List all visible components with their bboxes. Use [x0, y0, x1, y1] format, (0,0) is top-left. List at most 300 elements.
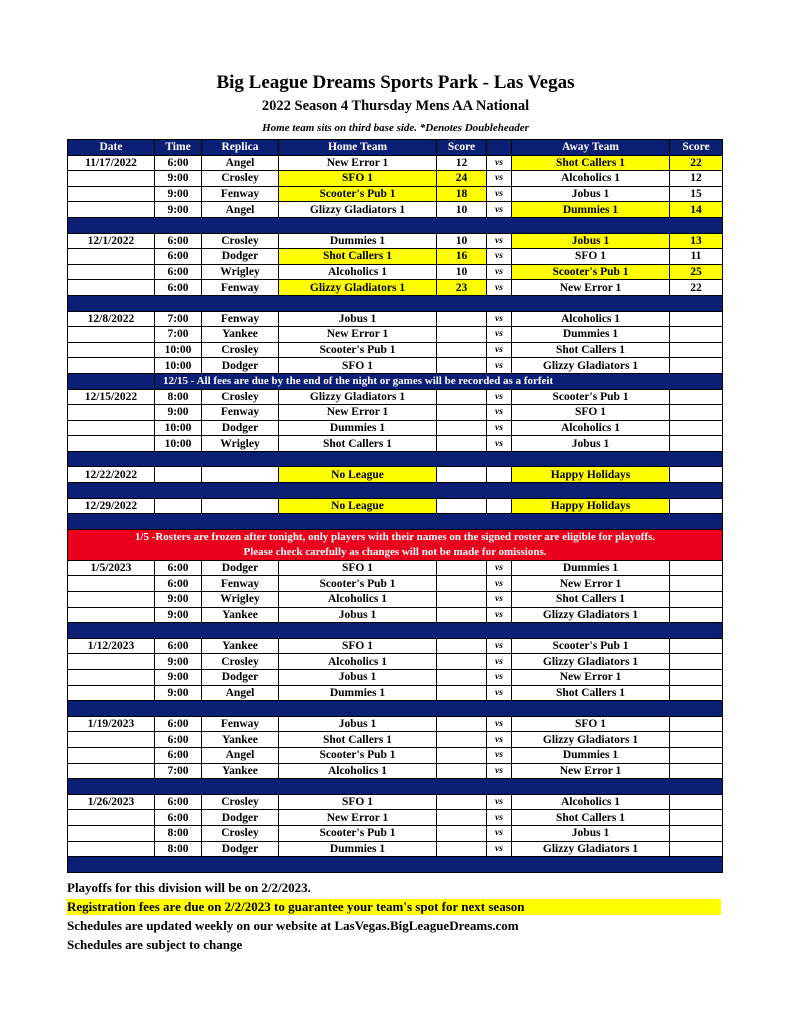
vs-label: vs — [487, 186, 512, 202]
home-team: SFO 1 — [279, 794, 437, 810]
away-team: SFO 1 — [512, 716, 670, 732]
away-score — [670, 654, 723, 670]
home-score — [437, 841, 487, 857]
home-team: Alcoholics 1 — [279, 654, 437, 670]
game-row — [68, 670, 723, 686]
game-time: 6:00 — [155, 810, 202, 826]
vs-label: vs — [487, 249, 512, 265]
away-score — [670, 342, 723, 358]
game-time: 7:00 — [155, 763, 202, 779]
game-row — [68, 576, 723, 592]
game-field: Yankee — [202, 763, 279, 779]
game-date — [68, 685, 155, 701]
game-row — [68, 810, 723, 826]
vs-label: vs — [487, 202, 512, 218]
vs-label: vs — [487, 670, 512, 686]
home-team: Alcoholics 1 — [279, 763, 437, 779]
home-score — [437, 794, 487, 810]
away-team: Alcoholics 1 — [512, 420, 670, 436]
away-team: Jobus 1 — [512, 186, 670, 202]
game-time: 6:00 — [155, 576, 202, 592]
vs-label: vs — [487, 607, 512, 623]
home-score — [437, 498, 487, 514]
game-date — [68, 825, 155, 841]
game-time: 6:00 — [155, 264, 202, 280]
home-team: New Error 1 — [279, 810, 437, 826]
away-score — [670, 607, 723, 623]
home-team: Shot Callers 1 — [279, 249, 437, 265]
vs-label: vs — [487, 436, 512, 452]
away-score — [670, 825, 723, 841]
game-time: 7:00 — [155, 327, 202, 343]
vs-label: vs — [487, 342, 512, 358]
away-team: Happy Holidays — [512, 467, 670, 483]
home-score — [437, 576, 487, 592]
game-date: 12/22/2022 — [68, 467, 155, 483]
home-team: No League — [279, 467, 437, 483]
away-team: New Error 1 — [512, 670, 670, 686]
week-separator-row — [68, 857, 723, 873]
home-team: Scooter's Pub 1 — [279, 576, 437, 592]
home-team-note: Home team sits on third base side. *Denotes Doubleheader — [262, 122, 529, 134]
home-team: Jobus 1 — [279, 716, 437, 732]
game-field: Dodger — [202, 420, 279, 436]
home-score: 16 — [437, 249, 487, 265]
away-score — [670, 810, 723, 826]
game-row — [68, 186, 723, 202]
home-score — [437, 670, 487, 686]
game-field: Angel — [202, 685, 279, 701]
game-time: 9:00 — [155, 592, 202, 608]
home-team: SFO 1 — [279, 560, 437, 576]
game-date — [68, 280, 155, 296]
game-row — [68, 763, 723, 779]
away-team: Dummies 1 — [512, 202, 670, 218]
home-team: No League — [279, 498, 437, 514]
home-team: Scooter's Pub 1 — [279, 342, 437, 358]
away-team: Glizzy Gladiators 1 — [512, 654, 670, 670]
week-separator-row — [68, 779, 723, 795]
game-row — [68, 327, 723, 343]
game-field: Crosley — [202, 825, 279, 841]
game-field: Dodger — [202, 670, 279, 686]
game-row — [68, 420, 723, 436]
fees-banner-row — [68, 373, 723, 389]
away-score: 25 — [670, 264, 723, 280]
home-team: Alcoholics 1 — [279, 592, 437, 608]
game-date: 11/17/2022 — [68, 155, 155, 171]
game-row — [68, 732, 723, 748]
game-field: Fenway — [202, 716, 279, 732]
game-date: 1/26/2023 — [68, 794, 155, 810]
away-score — [670, 763, 723, 779]
home-team: Jobus 1 — [279, 670, 437, 686]
away-score — [670, 420, 723, 436]
away-score — [670, 685, 723, 701]
roster-alert-row — [68, 529, 723, 560]
game-date — [68, 670, 155, 686]
away-score — [670, 405, 723, 421]
away-team: Glizzy Gladiators 1 — [512, 358, 670, 374]
away-team: Alcoholics 1 — [512, 794, 670, 810]
away-score: 12 — [670, 171, 723, 187]
game-time: 6:00 — [155, 249, 202, 265]
registration-note: Registration fees are due on 2/2/2023 to guarantee your team's spot for next season — [67, 899, 721, 915]
separator-cell — [68, 857, 723, 873]
home-score: 18 — [437, 186, 487, 202]
home-score — [437, 389, 487, 405]
game-field: Wrigley — [202, 592, 279, 608]
vs-label: vs — [487, 732, 512, 748]
game-row — [68, 171, 723, 187]
home-team: SFO 1 — [279, 171, 437, 187]
game-row — [68, 233, 723, 249]
away-team: Jobus 1 — [512, 825, 670, 841]
away-score — [670, 389, 723, 405]
home-score — [437, 467, 487, 483]
home-team: Glizzy Gladiators 1 — [279, 389, 437, 405]
game-date — [68, 576, 155, 592]
game-row — [68, 155, 723, 171]
home-team: Dummies 1 — [279, 420, 437, 436]
game-field: Dodger — [202, 810, 279, 826]
game-field: Dodger — [202, 560, 279, 576]
game-date — [68, 405, 155, 421]
game-field: Fenway — [202, 186, 279, 202]
away-score: 14 — [670, 202, 723, 218]
away-score — [670, 311, 723, 327]
game-field: Crosley — [202, 794, 279, 810]
vs-label: vs — [487, 747, 512, 763]
week-separator-row — [68, 217, 723, 233]
game-date — [68, 810, 155, 826]
vs-label: vs — [487, 810, 512, 826]
away-team: Dummies 1 — [512, 327, 670, 343]
away-score — [670, 327, 723, 343]
game-date — [68, 171, 155, 187]
home-score — [437, 592, 487, 608]
game-date — [68, 420, 155, 436]
home-score — [437, 732, 487, 748]
game-field: Angel — [202, 155, 279, 171]
subject-to-change-note: Schedules are subject to change — [67, 937, 243, 952]
home-team: Dummies 1 — [279, 233, 437, 249]
away-team: Jobus 1 — [512, 436, 670, 452]
vs-label: vs — [487, 825, 512, 841]
game-row — [68, 560, 723, 576]
week-separator-row — [68, 483, 723, 499]
week-separator-row — [68, 514, 723, 530]
game-date — [68, 732, 155, 748]
game-time: 6:00 — [155, 280, 202, 296]
vs-label: vs — [487, 420, 512, 436]
away-team: SFO 1 — [512, 249, 670, 265]
game-field: Crosley — [202, 654, 279, 670]
away-team: Glizzy Gladiators 1 — [512, 841, 670, 857]
website-note: Schedules are updated weekly on our website at LasVegas.BigLeagueDreams.com — [67, 918, 519, 933]
game-row — [68, 794, 723, 810]
game-field: Yankee — [202, 607, 279, 623]
home-score — [437, 327, 487, 343]
roster-alert-line-1: 1/5 -Rosters are frozen after tonight, only players with their names on the signed roster are eligible for playoffs. — [134, 530, 656, 543]
home-team: Glizzy Gladiators 1 — [279, 280, 437, 296]
away-team: Alcoholics 1 — [512, 171, 670, 187]
away-team: Shot Callers 1 — [512, 685, 670, 701]
game-time: 6:00 — [155, 233, 202, 249]
game-time: 9:00 — [155, 171, 202, 187]
away-score — [670, 576, 723, 592]
game-row — [68, 841, 723, 857]
game-time — [155, 467, 202, 483]
home-score: 12 — [437, 155, 487, 171]
game-field: Crosley — [202, 342, 279, 358]
game-row — [68, 264, 723, 280]
game-field: Crosley — [202, 233, 279, 249]
game-field: Crosley — [202, 171, 279, 187]
away-team: Scooter's Pub 1 — [512, 389, 670, 405]
page-title: Big League Dreams Sports Park - Las Vegas — [216, 72, 575, 93]
home-team: Scooter's Pub 1 — [279, 186, 437, 202]
separator-cell — [68, 217, 723, 233]
game-date — [68, 186, 155, 202]
home-team: Jobus 1 — [279, 311, 437, 327]
game-field: Angel — [202, 202, 279, 218]
vs-label: vs — [487, 592, 512, 608]
vs-label: vs — [487, 763, 512, 779]
col-header-home-team: Home Team — [279, 140, 437, 156]
game-row — [68, 389, 723, 405]
game-row — [68, 638, 723, 654]
page-subtitle: 2022 Season 4 Thursday Mens AA National — [261, 98, 530, 114]
separator-cell — [68, 623, 723, 639]
separator-cell — [68, 514, 723, 530]
game-date — [68, 358, 155, 374]
vs-label — [487, 498, 512, 514]
home-team: New Error 1 — [279, 405, 437, 421]
game-date — [68, 592, 155, 608]
vs-label: vs — [487, 233, 512, 249]
game-time: 10:00 — [155, 420, 202, 436]
vs-label: vs — [487, 405, 512, 421]
col-header-time: Time — [155, 140, 202, 156]
game-time: 8:00 — [155, 841, 202, 857]
game-row — [68, 436, 723, 452]
game-row — [68, 311, 723, 327]
separator-cell — [68, 483, 723, 499]
game-date: 1/5/2023 — [68, 560, 155, 576]
home-score — [437, 654, 487, 670]
away-score — [670, 358, 723, 374]
vs-label: vs — [487, 327, 512, 343]
home-team: Jobus 1 — [279, 607, 437, 623]
week-separator-row — [68, 451, 723, 467]
game-field: Wrigley — [202, 436, 279, 452]
away-score — [670, 747, 723, 763]
col-header-date: Date — [68, 140, 155, 156]
game-time: 6:00 — [155, 155, 202, 171]
home-team: SFO 1 — [279, 638, 437, 654]
game-field: Fenway — [202, 405, 279, 421]
banner-spacer — [68, 373, 155, 389]
vs-label: vs — [487, 841, 512, 857]
home-team: Glizzy Gladiators 1 — [279, 202, 437, 218]
home-score — [437, 825, 487, 841]
away-score — [670, 498, 723, 514]
home-score — [437, 436, 487, 452]
home-team: Scooter's Pub 1 — [279, 747, 437, 763]
game-date: 12/1/2022 — [68, 233, 155, 249]
game-field: Crosley — [202, 389, 279, 405]
away-team: SFO 1 — [512, 405, 670, 421]
game-field: Yankee — [202, 638, 279, 654]
game-date: 12/8/2022 — [68, 311, 155, 327]
week-separator-row — [68, 623, 723, 639]
game-field: Fenway — [202, 311, 279, 327]
home-team: SFO 1 — [279, 358, 437, 374]
col-header-away-score: Score — [670, 140, 723, 156]
game-time: 6:00 — [155, 716, 202, 732]
away-team: Glizzy Gladiators 1 — [512, 732, 670, 748]
vs-label: vs — [487, 576, 512, 592]
game-row — [68, 358, 723, 374]
away-score — [670, 670, 723, 686]
game-row — [68, 685, 723, 701]
away-team: Scooter's Pub 1 — [512, 638, 670, 654]
vs-label: vs — [487, 716, 512, 732]
game-field — [202, 467, 279, 483]
game-time: 9:00 — [155, 186, 202, 202]
game-field: Dodger — [202, 358, 279, 374]
game-date — [68, 202, 155, 218]
game-row — [68, 654, 723, 670]
away-team: Shot Callers 1 — [512, 810, 670, 826]
col-header-replica: Replica — [202, 140, 279, 156]
away-team: Glizzy Gladiators 1 — [512, 607, 670, 623]
home-score: 24 — [437, 171, 487, 187]
separator-cell — [68, 701, 723, 717]
away-team: Dummies 1 — [512, 747, 670, 763]
home-team: Scooter's Pub 1 — [279, 825, 437, 841]
game-row — [68, 716, 723, 732]
away-team: Shot Callers 1 — [512, 592, 670, 608]
separator-cell — [68, 451, 723, 467]
home-team: New Error 1 — [279, 155, 437, 171]
game-field: Wrigley — [202, 264, 279, 280]
away-team: Shot Callers 1 — [512, 342, 670, 358]
home-score — [437, 311, 487, 327]
game-date — [68, 654, 155, 670]
away-score: 11 — [670, 249, 723, 265]
home-score: 10 — [437, 264, 487, 280]
home-team: Shot Callers 1 — [279, 436, 437, 452]
game-row — [68, 249, 723, 265]
game-date: 1/12/2023 — [68, 638, 155, 654]
game-field: Fenway — [202, 576, 279, 592]
home-team: Shot Callers 1 — [279, 732, 437, 748]
game-date — [68, 763, 155, 779]
away-team: Shot Callers 1 — [512, 155, 670, 171]
away-score — [670, 638, 723, 654]
away-team: New Error 1 — [512, 576, 670, 592]
home-team: Alcoholics 1 — [279, 264, 437, 280]
game-date — [68, 249, 155, 265]
vs-label: vs — [487, 171, 512, 187]
vs-label: vs — [487, 560, 512, 576]
home-score — [437, 607, 487, 623]
home-team: New Error 1 — [279, 327, 437, 343]
home-score — [437, 716, 487, 732]
game-date: 1/19/2023 — [68, 716, 155, 732]
schedule-header-row — [68, 140, 723, 156]
away-team: Scooter's Pub 1 — [512, 264, 670, 280]
home-score — [437, 810, 487, 826]
separator-cell — [68, 295, 723, 311]
away-score: 15 — [670, 186, 723, 202]
col-header-away-team: Away Team — [512, 140, 670, 156]
game-field: Dodger — [202, 249, 279, 265]
home-score — [437, 763, 487, 779]
game-field: Fenway — [202, 280, 279, 296]
holiday-row — [68, 467, 723, 483]
vs-label: vs — [487, 358, 512, 374]
game-time: 9:00 — [155, 405, 202, 421]
game-field — [202, 498, 279, 514]
game-row — [68, 202, 723, 218]
game-time: 6:00 — [155, 732, 202, 748]
game-date — [68, 264, 155, 280]
game-row — [68, 342, 723, 358]
game-time: 6:00 — [155, 747, 202, 763]
game-row — [68, 405, 723, 421]
game-time: 9:00 — [155, 685, 202, 701]
game-time: 10:00 — [155, 342, 202, 358]
game-field: Angel — [202, 747, 279, 763]
home-score — [437, 560, 487, 576]
game-row — [68, 825, 723, 841]
away-score: 22 — [670, 155, 723, 171]
home-score — [437, 747, 487, 763]
game-date — [68, 436, 155, 452]
col-header-home-score: Score — [437, 140, 487, 156]
away-score: 13 — [670, 233, 723, 249]
home-score — [437, 420, 487, 436]
week-separator-row — [68, 701, 723, 717]
vs-label: vs — [487, 794, 512, 810]
game-time: 6:00 — [155, 560, 202, 576]
game-time: 8:00 — [155, 389, 202, 405]
week-separator-row — [68, 295, 723, 311]
game-time: 10:00 — [155, 358, 202, 374]
away-team: Alcoholics 1 — [512, 311, 670, 327]
holiday-row — [68, 498, 723, 514]
away-team: Jobus 1 — [512, 233, 670, 249]
col-header-vs — [487, 140, 512, 156]
away-score — [670, 592, 723, 608]
game-time: 9:00 — [155, 670, 202, 686]
home-team: Dummies 1 — [279, 841, 437, 857]
vs-label: vs — [487, 654, 512, 670]
away-score — [670, 436, 723, 452]
game-date — [68, 342, 155, 358]
separator-cell — [68, 779, 723, 795]
game-time: 8:00 — [155, 825, 202, 841]
game-date: 12/29/2022 — [68, 498, 155, 514]
game-time: 9:00 — [155, 607, 202, 623]
away-score — [670, 467, 723, 483]
vs-label: vs — [487, 389, 512, 405]
game-time: 9:00 — [155, 654, 202, 670]
away-team: New Error 1 — [512, 280, 670, 296]
